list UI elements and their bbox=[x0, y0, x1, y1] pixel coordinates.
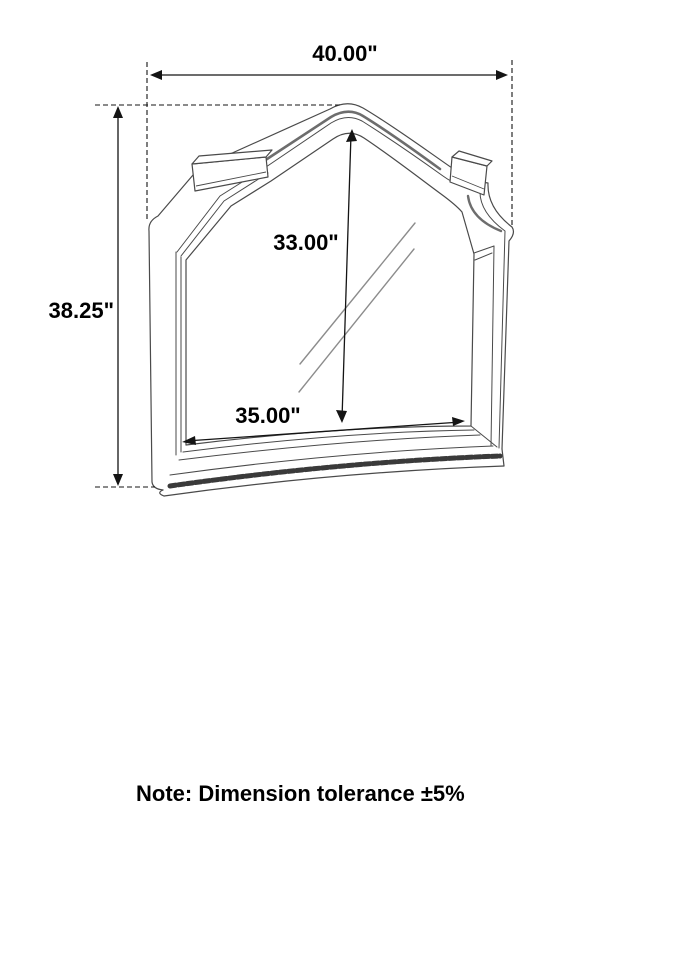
dimension-label-opening-height: 33.00" bbox=[273, 230, 339, 255]
keystone-blocks bbox=[192, 150, 492, 195]
dimension-label-overall-height: 38.25" bbox=[48, 298, 114, 323]
cove-shading-strip bbox=[468, 196, 501, 231]
dimension-label-overall-width: 40.00" bbox=[312, 41, 378, 66]
dimension-label-opening-width: 35.00" bbox=[235, 403, 301, 428]
tolerance-note: Note: Dimension tolerance ±5% bbox=[136, 781, 465, 806]
dimension-line-opening-height bbox=[342, 134, 351, 419]
rope-trim-strip bbox=[170, 456, 500, 486]
